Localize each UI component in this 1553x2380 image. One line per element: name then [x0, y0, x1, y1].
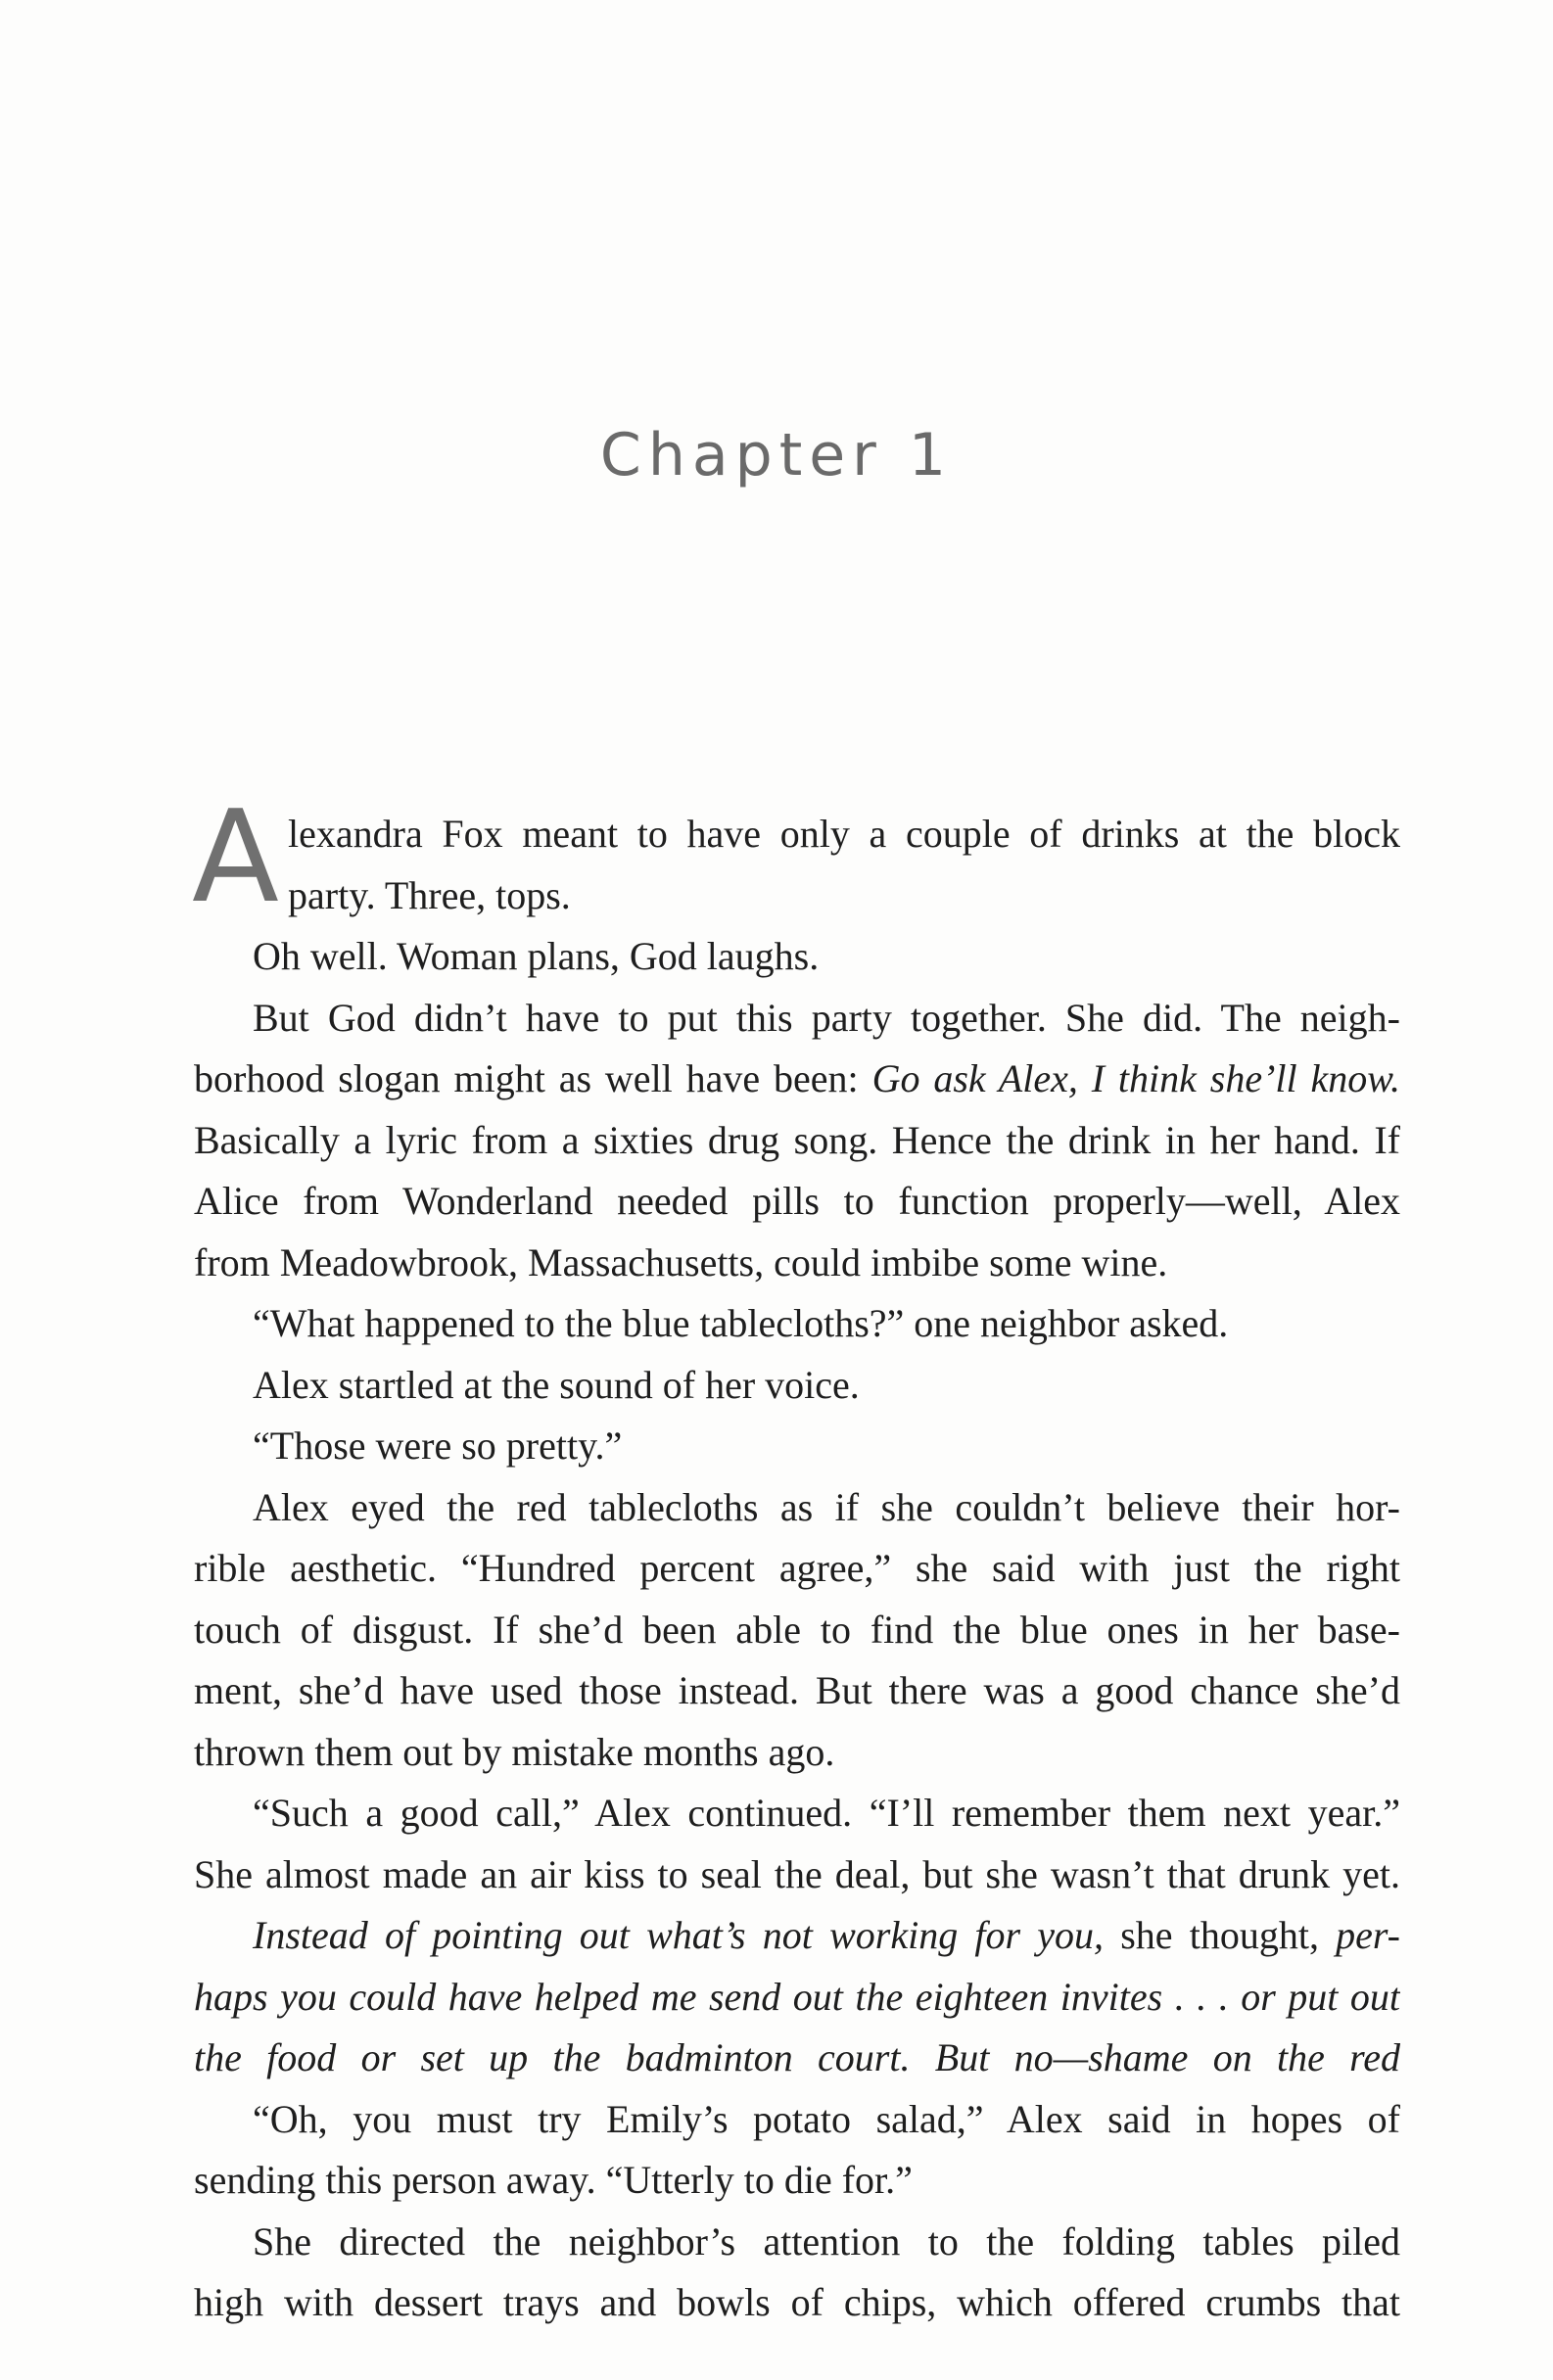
drop-cap: A [192, 782, 279, 931]
italic-text: the food or set up the badminton court. But no—shame on the red [194, 2035, 1400, 2079]
text-line: Basically a lyric from a sixties drug song. Hence the drink in her hand. If [194, 1117, 1400, 1162]
text-line: party. Three, tops. [288, 872, 571, 917]
italic-text: Instead of pointing out what’s not working for you, [253, 1913, 1105, 1957]
text-line: borhood slogan might as well have been: Go ask Alex, I think she’ll know. [194, 1056, 1400, 1100]
text-line: lexandra Fox meant to have only a couple of drinks at the block [288, 812, 1400, 856]
italic-text: haps you could have helped me send out the eighteen invites . . . or put out [194, 1974, 1400, 2019]
text-line: But God didn’t have to put this party together. She did. The neigh- [253, 995, 1400, 1040]
text-line: from Meadowbrook, Massachusetts, could imbibe some wine. [194, 1239, 1168, 1284]
text-line: touch of disgust. If she’d been able to find the blue ones in her base- [194, 1607, 1400, 1652]
text-line: Alice from Wonderland needed pills to function properly—well, Alex [194, 1179, 1400, 1223]
text-line: Alex startled at the sound of her voice. [253, 1362, 860, 1407]
text-line: She almost made an air kiss to seal the deal, but she wasn’t that drunk yet. [194, 1851, 1400, 1896]
text-line: She directed the neighbor’s attention to the folding tables piled [253, 2218, 1400, 2263]
text-line: “Such a good call,” Alex continued. “I’ll remember them next year.” [253, 1791, 1400, 1835]
text-line: sending this person away. “Utterly to die for.” [194, 2158, 913, 2202]
text-line: Oh well. Woman plans, God laughs. [253, 934, 820, 978]
text-line: rible aesthetic. “Hundred percent agree,” she said with just the right [194, 1546, 1400, 1590]
text-line [194, 2028, 1400, 2089]
text-line: “Those were so pretty.” [253, 1423, 623, 1468]
italic-text: Go ask Alex, I think she’ll know. [871, 1056, 1400, 1100]
text-line: Instead of pointing out what’s not working for you, she thought, per- [253, 1913, 1400, 1957]
text-line [194, 1967, 1400, 2029]
italic-text: per- [1336, 1913, 1400, 1957]
text-line: high with dessert trays and bowls of chips, which offered crumbs that [194, 2280, 1400, 2324]
chapter-title: Chapter 1 [599, 421, 954, 490]
text-line: “Oh, you must try Emily’s potato salad,” Alex said in hopes of [253, 2096, 1400, 2141]
text-line: thrown them out by mistake months ago. [194, 1729, 835, 1774]
text-line: “What happened to the blue tablecloths?” one neighbor asked. [253, 1301, 1229, 1345]
text-line: ment, she’d have used those instead. But there was a good chance she’d [194, 1668, 1400, 1712]
text-line: Alex eyed the red tablecloths as if she couldn’t believe their hor- [253, 1484, 1400, 1529]
chapter-body-text [194, 804, 1400, 2334]
